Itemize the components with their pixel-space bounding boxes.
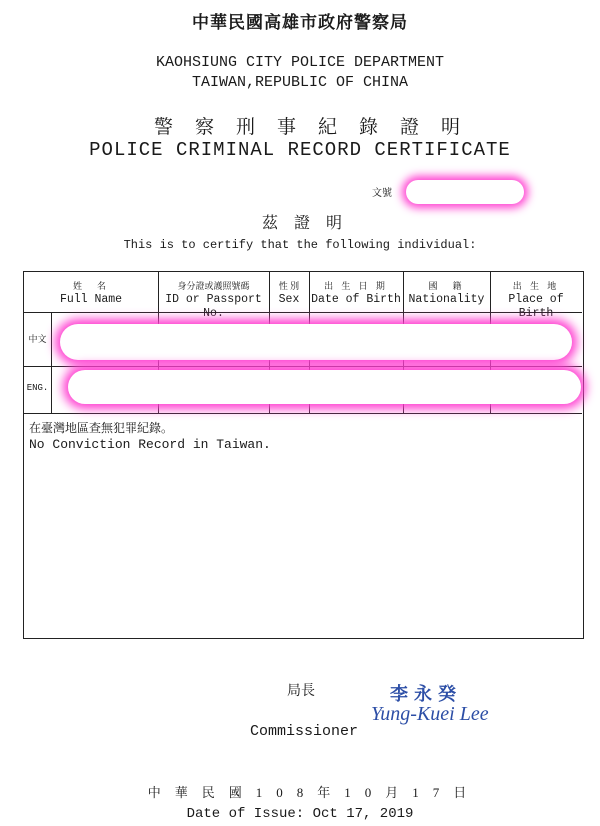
certificate-title-en: POLICE CRIMINAL RECORD CERTIFICATE: [89, 139, 511, 161]
column-header-sex: 性 別 Sex: [278, 281, 300, 306]
redacted-document-number: [406, 180, 524, 204]
redacted-english-row: [68, 370, 581, 404]
agency-title-en: KAOHSIUNG CITY POLICE DEPARTMENT: [155, 54, 445, 71]
remark-en: No Conviction Record in Taiwan.: [29, 437, 271, 452]
agency-title-zh: 中華民國高雄市政府警察局: [192, 13, 408, 32]
remark-zh: 在臺灣地區查無犯罪紀錄。: [29, 421, 174, 435]
row-label-chinese: 中文: [28, 334, 47, 344]
commissioner-label-zh: 局長: [287, 684, 315, 699]
certificate-title-zh: 警察刑事紀錄證明: [153, 117, 482, 138]
signature-stamp-zh: 李永癸: [390, 684, 462, 704]
issue-date-en: Date of Issue: Oct 17, 2019: [186, 806, 414, 822]
table-divider: [24, 413, 582, 414]
table-divider: [24, 366, 582, 367]
column-header-nationality: 國 籍 Nationality: [408, 281, 485, 306]
row-label-english: ENG.: [26, 383, 49, 393]
certify-statement-en: This is to certify that the following individual:: [123, 238, 477, 252]
column-header-full-name: 姓 名 Full Name: [59, 281, 123, 306]
commissioner-label-en: Commissioner: [250, 723, 359, 740]
record-table: [23, 271, 584, 639]
column-header-id: 身分證或護照號碼 ID or Passport No.: [165, 281, 262, 320]
document-number-label: 文號: [372, 188, 392, 199]
issue-date-zh: 中華民國108年10月17日: [147, 785, 481, 800]
agency-country-en: TAIWAN,REPUBLIC OF CHINA: [191, 74, 409, 91]
table-divider: [51, 312, 52, 413]
redacted-chinese-row: [60, 324, 572, 360]
certify-heading-zh: 茲證明: [261, 215, 358, 232]
column-header-place-of-birth: 出 生 地 Place of Birth: [508, 281, 564, 320]
signature-en: Yung-Kuei Lee: [371, 703, 489, 725]
column-header-date-of-birth: 出 生 日 期 Date of Birth: [311, 281, 401, 306]
